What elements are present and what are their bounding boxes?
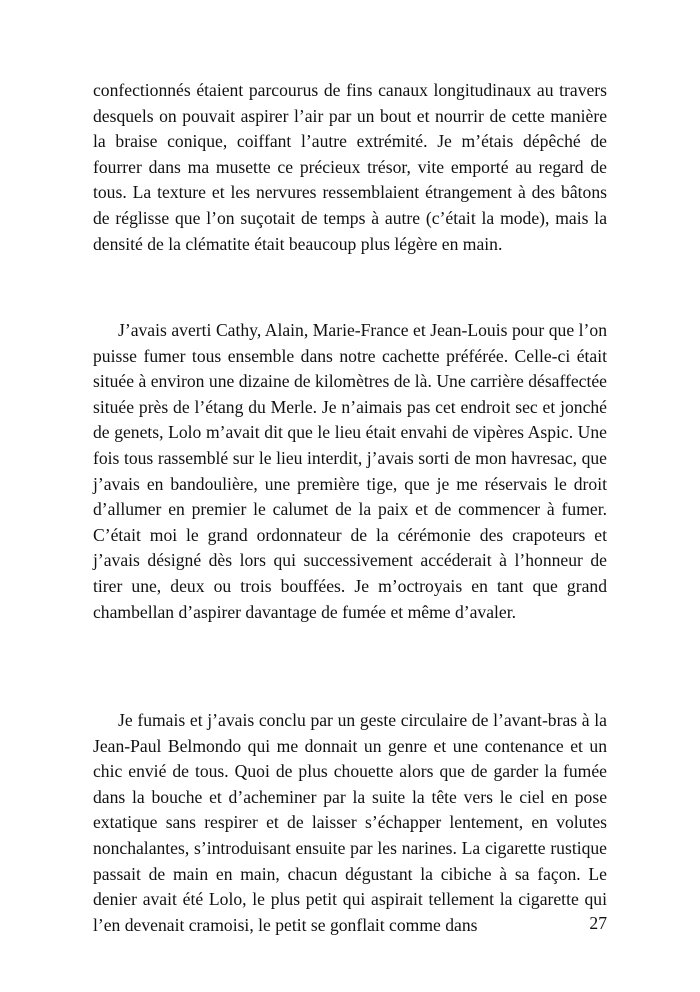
paragraph-3: Je fumais et j’avais conclu par un geste circulaire de l’avant-bras à la Jean-Paul Belmondo qui me donnait un genre et une contenance et un chic envié de tous. Quoi de plus chouette alors que de garder la fumée dans la bouche et d’acheminer par la suite la tête vers le ciel en pose extatique sans respirer et de laisser s’échapper lentement, en volutes nonchalantes, s’introduisant ensuite par les narines. La cigarette rustique passait de main en main, chacun dégustant la cibiche à sa façon. Le denier avait été Lolo, le plus petit qui aspirait tellement la cigarette qui l’en devenait cramoisi, le petit se gonflait comme dans: [93, 710, 607, 935]
paragraph-1: confectionnés étaient parcourus de fins canaux longitudinaux au travers desquels on pouvait aspirer l’air par un bout et nourrir de cette manière la braise conique, coiffant l’autre extrémité. Je m’étais dépêché de fourrer dans ma musette ce précieux trésor, vite emporté au regard de tous. La texture et les nervures ressemblaient étrangement à des bâtons de réglisse que l’on suçotait de temps à autre (c’était la mode), mais la densité de la clématite était beaucoup plus légère en main.: [93, 80, 607, 254]
paragraph-2: J’avais averti Cathy, Alain, Marie-France et Jean-Louis pour que l’on puisse fumer tous ensemble dans notre cachette préférée. Celle-ci était située à environ une dizaine de kilomètres de là. Une carrière désaffectée située près de l’étang du Merle. Je n’aimais pas cet endroit sec et jonché de genets, Lolo m’avait dit que le lieu était envahi de vipères Aspic. Une fois tous rassemblé sur le lieu interdit, j’avais sorti de mon havresac, que j’avais en bandoulière, une première tige, que je me réservais le droit d’allumer en premier le calumet de la paix et de commencer à fumer. C’était moi le grand ordonnateur de la cérémonie des crapoteurs et j’avais désigné dès lors qui successivement accéderait à l’honneur de tirer une, deux ou trois bouffées. Je m’octroyais en tant que grand chambellan d’aspirer davantage de fumée et même d’avaler.: [93, 320, 607, 622]
page-number: 27: [589, 913, 607, 933]
